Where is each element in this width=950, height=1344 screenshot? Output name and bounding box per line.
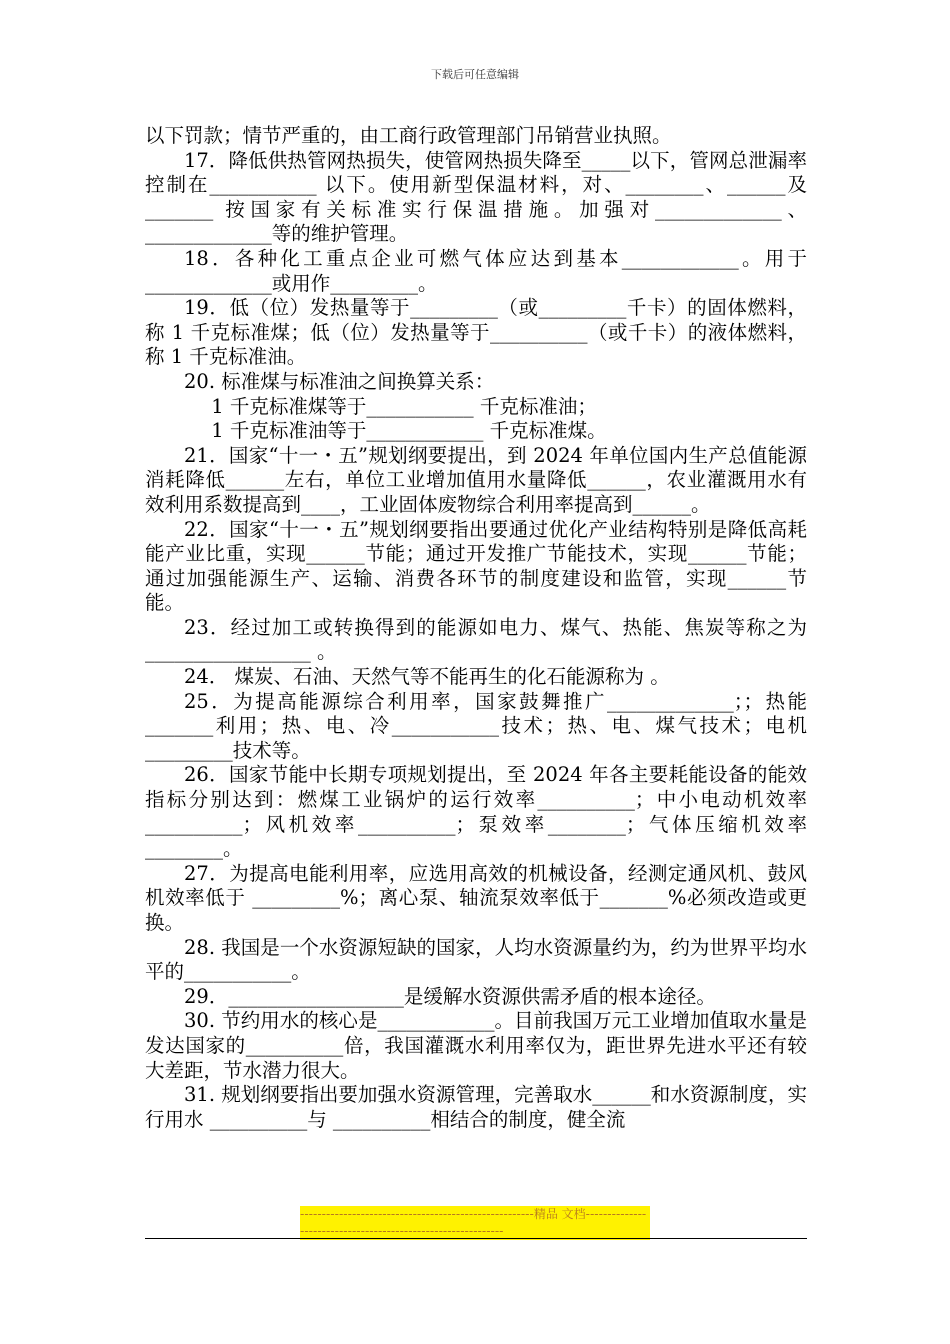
paragraph: 21．国家“十一・五”规划纲要提出，到 2024 年单位国内生产总值能源消耗降低______左右，单位工业增加值用水量降低______，农业灌溉用水有效利用系数提高到____，工业固体废物综合利用率提高到______。 — [145, 443, 807, 516]
footer-rule — [145, 1238, 807, 1239]
page-header: 下载后可任意编辑 — [431, 68, 519, 81]
paragraph: 以下罚款；情节严重的，由工商行政管理部门吊销营业执照。 — [145, 124, 672, 147]
paragraph: 28. 我国是一个水资源短缺的国家，人均水资源量约为，约为世界平均水平的___________。 — [145, 935, 807, 984]
paragraph: 19．低（位）发热量等于_________（或_________千卡）的固体燃料，称 1 千克标准煤；低（位）发热量等于__________（或千卡）的液体燃料，称 1 千克标准油。 — [145, 296, 807, 369]
footer-banner: ------------------------------------------------------精品 文档------------------------------------------------------------- — [300, 1206, 650, 1240]
paragraph: 23．经过加工或转换得到的能源如电力、煤气、热能、焦炭等称之为_________________ 。 — [145, 615, 807, 664]
paragraph: 1 千克标准煤等于___________ 千克标准油； — [211, 394, 597, 418]
paragraph: 29．__________________是缓解水资源供需矛盾的根本途径。 — [184, 984, 716, 1008]
paragraph: 17．降低供热管网热损失，使管网热损失降至_____以下，管网总泄漏率控制在___________ 以下。使用新型保温材料，对、________、______及_______ 按国家有关标准实行保温措施。加强对_____________、_____________等的维护管理。 — [145, 148, 807, 246]
paragraph: 18．各种化工重点企业可燃气体应达到基本____________。用于_____________或用作_________。 — [145, 246, 807, 295]
paragraph: 26．国家节能中长期专项规划提出，至 2024 年各主要耗能设备的能效指标分别达到：燃煤工业锅炉的运行效率__________；中小电动机效率__________；风机效率__________；泵效率________；气体压缩机效率________。 — [145, 763, 807, 861]
paragraph: 1 千克标准油等于____________ 千克标准煤。 — [211, 419, 607, 443]
paragraph: 24． 煤炭、石油、天然气等不能再生的化石能源称为 。 — [184, 665, 670, 689]
document-body — [145, 124, 807, 1132]
paragraph: 25．为提高能源综合利用率，国家鼓舞推广_____________；；热能_______利用；热、电、冷___________技术；热、电、煤气技术；电机_________技术等。 — [145, 689, 807, 762]
paragraph: 22．国家“十一・五”规划纲要指出要通过优化产业结构特别是降低高耗能产业比重，实现______节能；通过开发推广节能技术，实现______节能；通过加强能源生产、运输、消费各环节的制度建设和监管，实现______节能。 — [145, 517, 807, 615]
paragraph: 30. 节约用水的核心是____________。目前我国万元工业增加值取水量是发达国家的__________倍，我国灌溉水利用率仅为，距世界先进水平还有较大差距，节水潜力很大。 — [145, 1009, 807, 1082]
paragraph: 20. 标准煤与标准油之间换算关系： — [184, 369, 495, 393]
paragraph: 31. 规划纲要指出要加强水资源管理，完善取水______和水资源制度，实行用水 __________与 __________相结合的制度，健全流 — [145, 1083, 807, 1131]
paragraph: 27．为提高电能利用率，应选用高效的机械设备，经测定通风机、鼓风机效率低于 _________%；离心泵、轴流泵效率低于_______%必须改造或更换。 — [145, 861, 807, 934]
